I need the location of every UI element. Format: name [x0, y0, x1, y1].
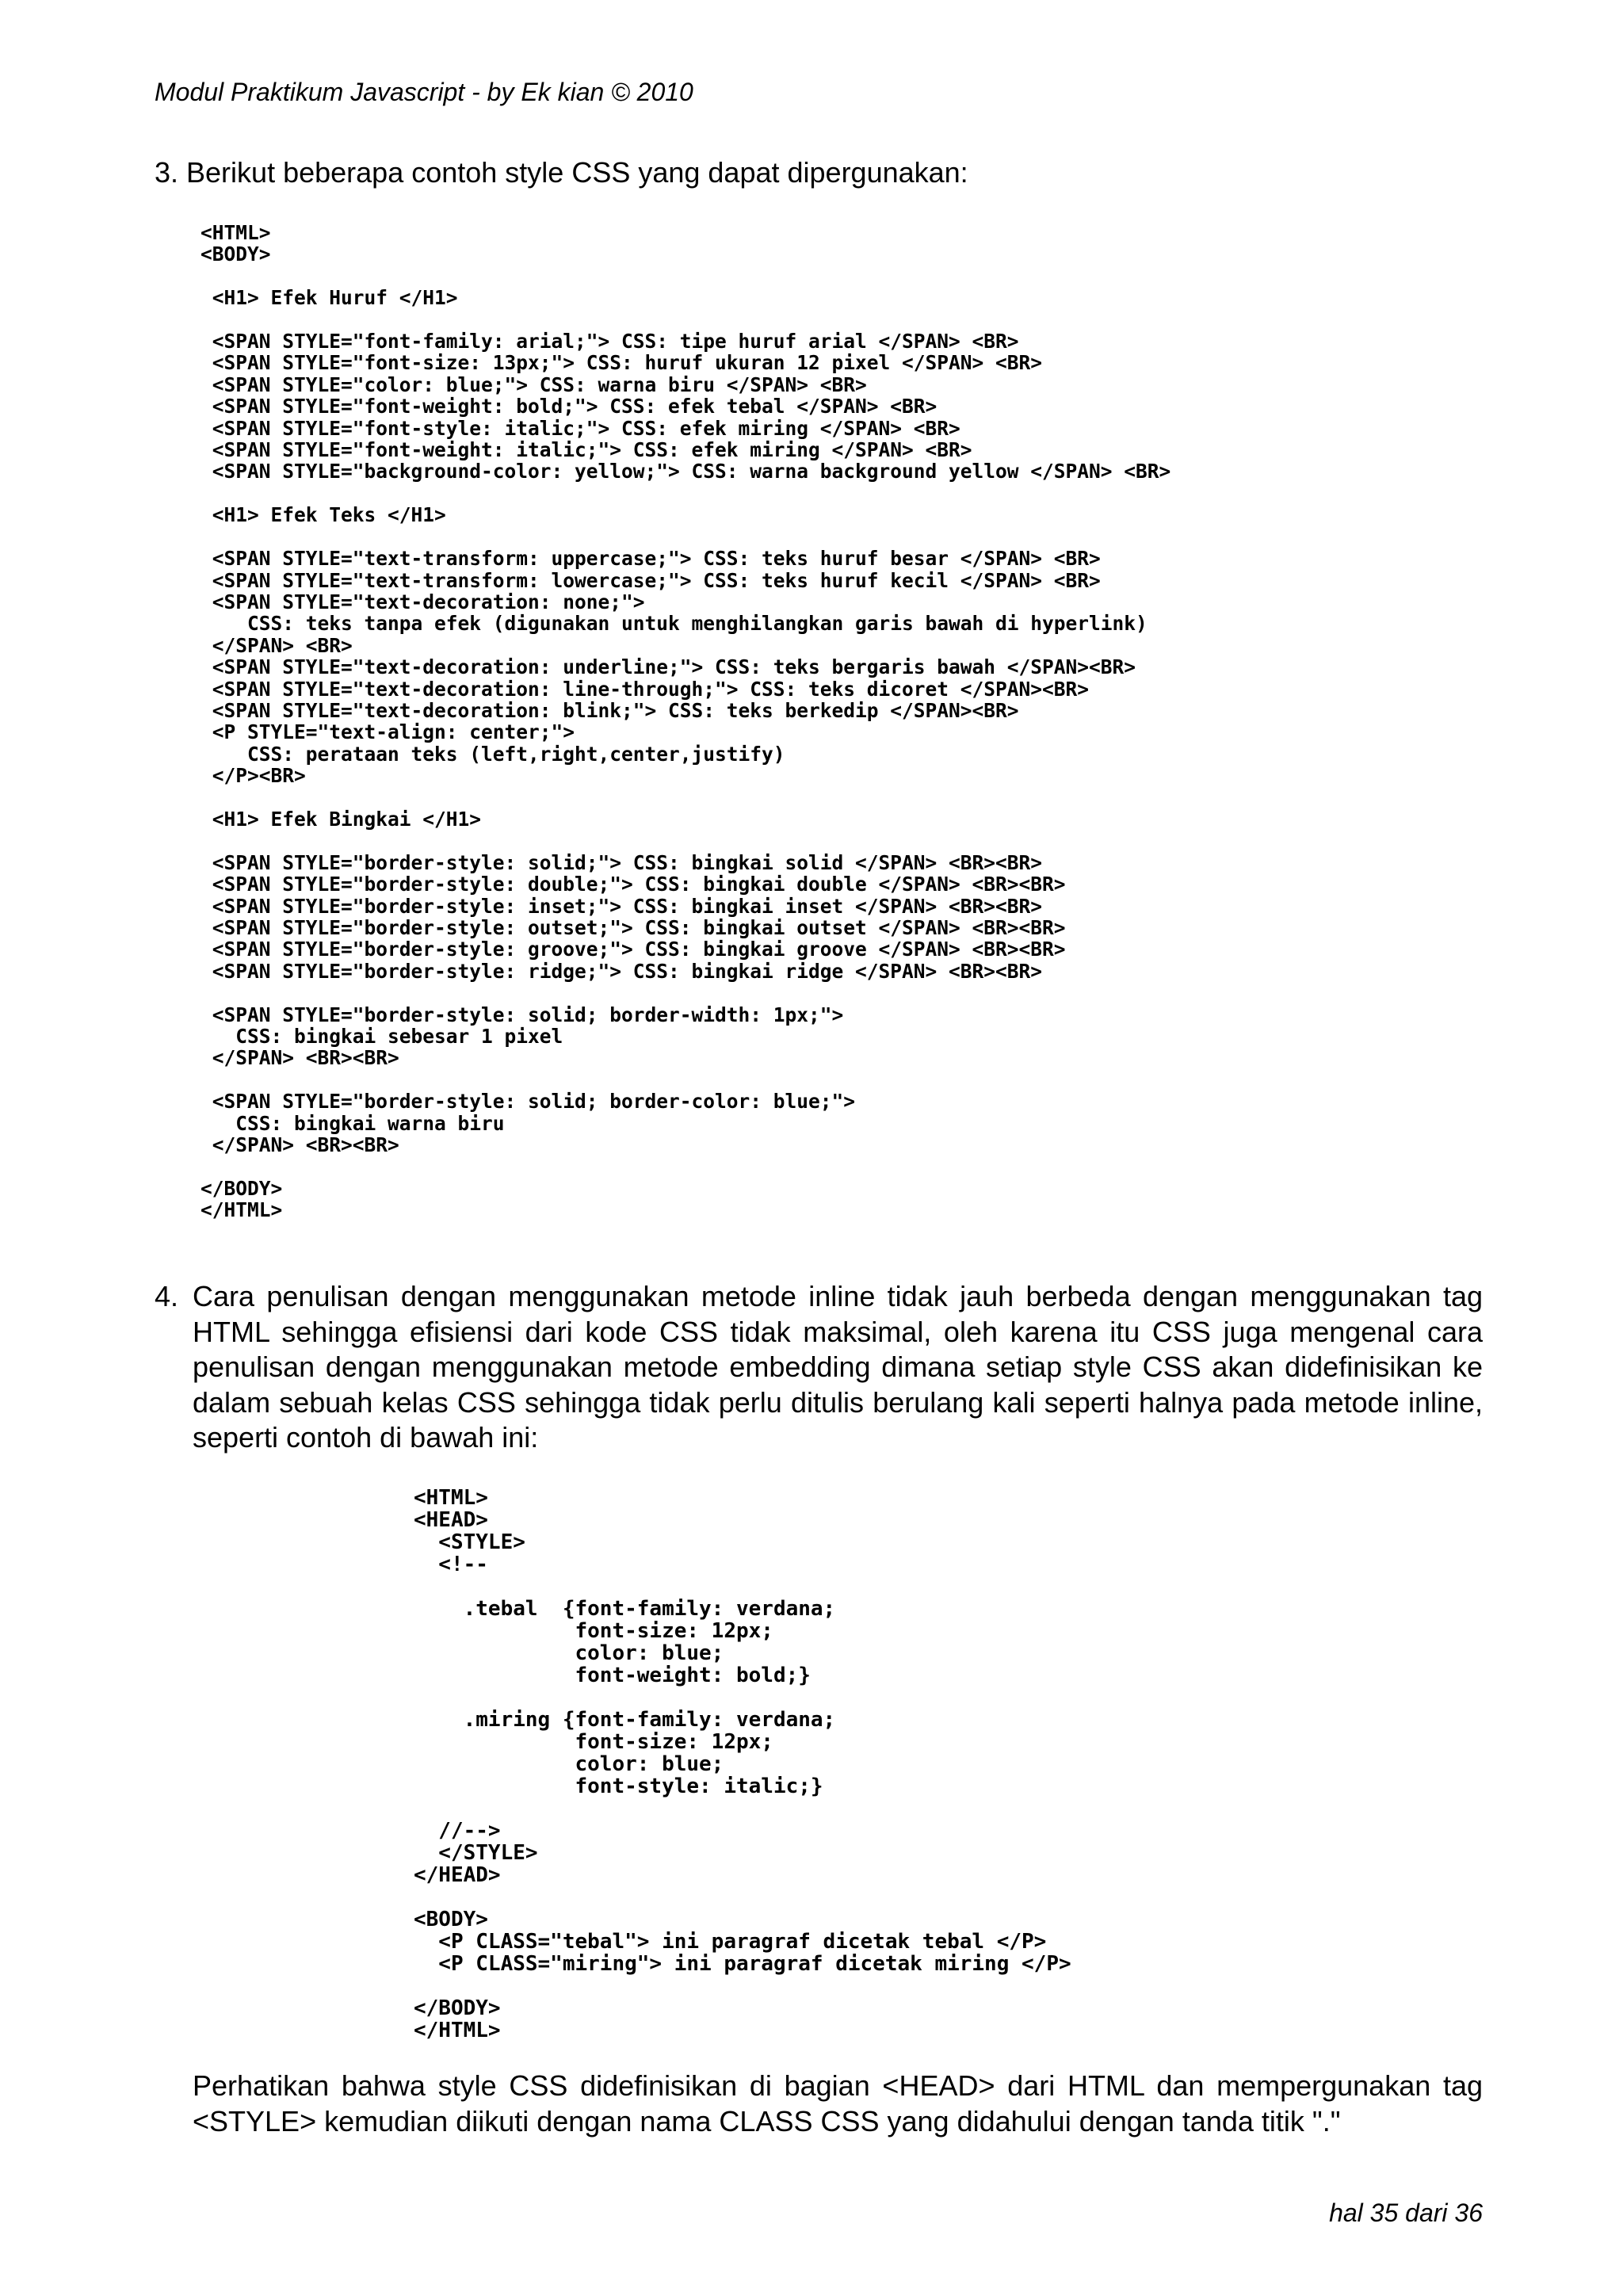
- code-block-inline-css: <HTML> <BODY> <H1> Efek Huruf </H1> <SPAN STYLE="font-family: arial;"> CSS: tipe huruf arial </SPAN> <BR> <SPAN STYLE="font-size: 13px;"> CSS: huruf ukuran 12 pixel </SPAN> <BR> <SPAN STYLE="color: blue;"> CSS: warna biru </SPAN> <BR> <SPAN STYLE="font-weight: bold;"> CSS: efek tebal </SPAN> <BR> <SPAN STYLE="font-style: italic;"> CSS: efek miring </SPAN> <BR> <SPAN STYLE="font-weight: italic;"> CSS: efek miring </SPAN> <BR> <SPAN STYLE="background-color: yellow;"> CSS: warna background yellow </SPAN> <BR> <H1> Efek Teks </H1> <SPAN STYLE="text-transform: uppercase;"> CSS: teks huruf besar </SPAN> <BR> <SPAN STYLE="text-transform: lowercase;"> CSS: teks huruf kecil </SPAN> <BR> <SPAN STYLE="text-decoration: none;"> CSS: teks tanpa efek (digunakan untuk menghilangkan garis bawah di hyperlink) </SPAN> <BR> <SPAN STYLE="text-decoration: underline;"> CSS: teks bergaris bawah </SPAN><BR> <SPAN STYLE="text-decoration: line-through;"> CSS: teks dicoret </SPAN><BR> <SPAN STYLE="text-decoration: blink;"> CSS: teks berkedip </SPAN><BR> <P STYLE="text-align: center;"> CSS: perataan teks (left,right,center,justify) </P><BR> <H1> Efek Bingkai </H1> <SPAN STYLE="border-style: solid;"> CSS: bingkai solid </SPAN> <BR><BR> <SPAN STYLE="border-style: double;"> CSS: bingkai double </SPAN> <BR><BR> <SPAN STYLE="border-style: inset;"> CSS: bingkai inset </SPAN> <BR><BR> <SPAN STYLE="border-style: outset;"> CSS: bingkai outset </SPAN> <BR><BR> <SPAN STYLE="border-style: groove;"> CSS: bingkai groove </SPAN> <BR><BR> <SPAN STYLE="border-style: ridge;"> CSS: bingkai ridge </SPAN> <BR><BR> <SPAN STYLE="border-style: solid; border-width: 1px;"> CSS: bingkai sebesar 1 pixel </SPAN> <BR><BR> <SPAN STYLE="border-style: solid; border-color: blue;"> CSS: bingkai warna biru </SPAN> <BR><BR> </BODY> </HTML>: [200, 221, 1171, 1222]
- running-header: Modul Praktikum Javascript - by Ek kian © 2010: [155, 78, 693, 106]
- code-block-embedded-css: <HTML> <HEAD> <STYLE> <!-- .tebal {font-family: verdana; font-size: 12px; color: blue; font-weight: bold;} .miring {font-family: verdana; font-size: 12px; color: blue; font-style: italic;} //--> </STYLE> </HEAD> <BODY> <P CLASS="tebal"> ini paragraf dicetak tebal </P> <P CLASS="miring"> ini paragraf dicetak miring </P> </BODY> </HTML>: [414, 1486, 1071, 2042]
- section-3-heading: 3. Berikut beberapa contoh style CSS yang dapat dipergunakan:: [155, 156, 968, 189]
- section-4-number: 4.: [155, 1280, 179, 1312]
- section-4-paragraph: Cara penulisan dengan menggunakan metode inline tidak jauh berbeda dengan menggunakan tag HTML sehingga efisiensi dari kode CSS tidak maksimal, oleh karena itu CSS juga mengenal cara penulisan dengan menggunakan metode embedding dimana setiap style CSS akan didefinisikan ke dalam sebuah kelas CSS sehingga tidak perlu ditulis berulang kali seperti halnya pada metode inline, seperti contoh di bawah ini:: [193, 1280, 1483, 1454]
- section-4-note: Perhatikan bahwa style CSS didefinisikan di bagian <HEAD> dari HTML dan mempergunakan tag <STYLE> kemudian diikuti dengan nama CLASS CSS yang didahului dengan tanda titik ".": [193, 2069, 1483, 2137]
- page-number: hal 35 dari 36: [1329, 2199, 1483, 2227]
